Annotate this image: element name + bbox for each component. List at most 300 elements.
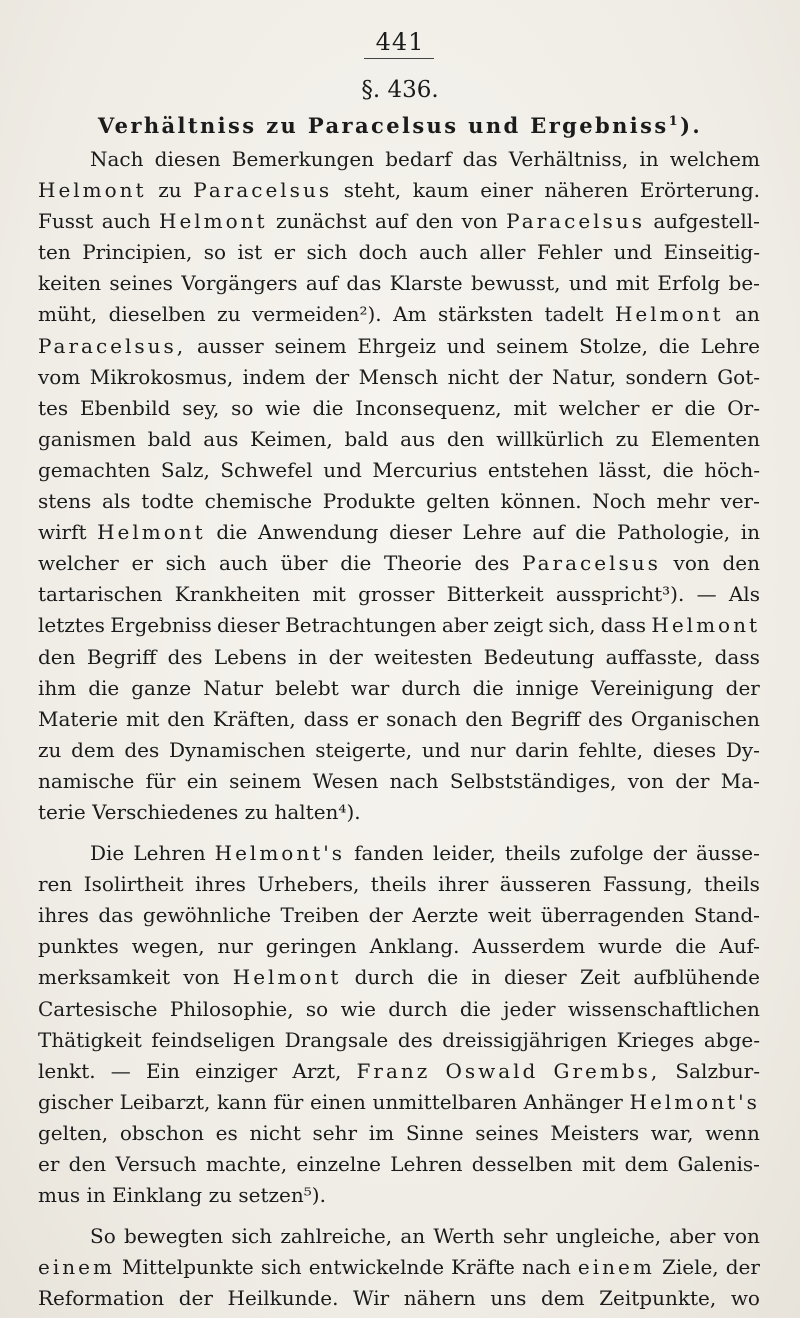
word: Keimen, bbox=[250, 426, 333, 451]
section-number: §. 436. bbox=[361, 77, 439, 103]
word: können. bbox=[500, 489, 582, 514]
word: Nach bbox=[90, 147, 144, 171]
word: Isolirtheit bbox=[83, 872, 184, 897]
word: ten bbox=[38, 240, 71, 265]
word: gelten, bbox=[38, 1120, 109, 1145]
word: zufolge bbox=[569, 841, 644, 866]
word: einem bbox=[38, 1255, 115, 1280]
word: in bbox=[639, 147, 659, 171]
text-line bbox=[38, 1283, 760, 1314]
word: Fusst bbox=[38, 209, 94, 234]
text-line bbox=[38, 900, 760, 931]
word: die bbox=[662, 457, 694, 482]
word: lässt, bbox=[598, 457, 653, 482]
word: letztes bbox=[38, 613, 105, 638]
paragraph bbox=[38, 144, 760, 828]
word: sey, bbox=[182, 395, 220, 420]
word: Lebens bbox=[213, 644, 287, 669]
word: des bbox=[474, 551, 510, 576]
word: überragenden bbox=[540, 903, 685, 928]
word: Helmont bbox=[651, 613, 760, 638]
word: dieselben bbox=[108, 302, 206, 327]
word: wegen, bbox=[131, 934, 205, 959]
word: so bbox=[231, 395, 254, 420]
word: den bbox=[167, 706, 205, 731]
word: Versuch bbox=[115, 1152, 197, 1176]
word: auch bbox=[101, 209, 151, 234]
word: höch- bbox=[704, 457, 760, 482]
word: chemische bbox=[204, 489, 313, 514]
word: bewusst, bbox=[470, 271, 561, 296]
word: welchem bbox=[669, 147, 760, 171]
text-line bbox=[38, 393, 760, 424]
word: die bbox=[684, 395, 716, 420]
word: aufgestell- bbox=[653, 209, 760, 234]
word: zeigt bbox=[493, 613, 543, 638]
word: Stand- bbox=[693, 903, 760, 928]
page-number: 441 bbox=[375, 28, 425, 56]
word: der bbox=[675, 768, 710, 793]
word: aber bbox=[669, 1224, 716, 1249]
word: uns bbox=[490, 1286, 527, 1311]
word: darin bbox=[515, 737, 569, 762]
word: Mensch bbox=[358, 364, 439, 389]
word: Heilkunde. bbox=[227, 1286, 339, 1311]
word: Mittelpunkte bbox=[122, 1255, 254, 1280]
word: des bbox=[588, 706, 623, 731]
text-line bbox=[38, 362, 760, 393]
word: dieser bbox=[217, 613, 280, 638]
word: aufblühende bbox=[633, 965, 760, 990]
heading-footnote-ref: 1 bbox=[668, 114, 681, 129]
text-line bbox=[38, 1025, 760, 1056]
word: das bbox=[346, 271, 382, 296]
word: und bbox=[568, 271, 608, 296]
word: so bbox=[203, 240, 227, 265]
word: vom bbox=[38, 364, 81, 389]
paragraph bbox=[38, 1221, 760, 1314]
word: auf bbox=[532, 520, 565, 545]
word: und bbox=[421, 737, 461, 762]
word: der bbox=[725, 1255, 760, 1280]
word: Am bbox=[393, 302, 427, 327]
word: die bbox=[216, 520, 248, 545]
word: der bbox=[725, 675, 760, 700]
word: mit bbox=[312, 582, 346, 607]
word: Erörterung. bbox=[639, 178, 760, 203]
word: aller bbox=[479, 240, 526, 265]
text-line bbox=[38, 610, 760, 641]
word: die bbox=[340, 551, 372, 576]
word: Thätigkeit bbox=[38, 1027, 142, 1052]
word: nicht bbox=[447, 364, 499, 389]
word: zu bbox=[158, 178, 182, 203]
word: als bbox=[101, 489, 131, 514]
word: auch bbox=[218, 551, 268, 576]
word: Helmont bbox=[159, 209, 268, 234]
word: und bbox=[323, 457, 362, 482]
word: jeder bbox=[503, 996, 556, 1021]
word: bald bbox=[344, 426, 389, 451]
word: ganze bbox=[131, 675, 192, 700]
word: So bbox=[90, 1224, 116, 1249]
text-line bbox=[38, 1221, 760, 1252]
word: der bbox=[652, 841, 687, 866]
word: der bbox=[368, 903, 403, 928]
word: Anklang. bbox=[369, 934, 460, 959]
word: nach bbox=[389, 768, 439, 793]
word: ein bbox=[186, 768, 218, 793]
word: ist bbox=[237, 240, 263, 265]
text-line bbox=[38, 797, 760, 828]
word: das bbox=[98, 903, 134, 928]
word: Kräfte bbox=[451, 1255, 515, 1280]
word: entstehen bbox=[487, 457, 589, 482]
word: Paracelsus bbox=[506, 209, 645, 234]
word: so bbox=[305, 996, 329, 1021]
word: Lehren bbox=[133, 841, 206, 866]
text-line bbox=[38, 838, 760, 869]
word: sich bbox=[165, 551, 207, 576]
word: des bbox=[397, 1027, 433, 1052]
word: keiten bbox=[38, 271, 102, 296]
word: kaum bbox=[412, 178, 469, 203]
word: gischer bbox=[38, 1089, 113, 1114]
text-line bbox=[38, 673, 760, 704]
text-line bbox=[38, 299, 760, 330]
word: zu bbox=[244, 799, 269, 824]
word: Einseitig- bbox=[663, 240, 760, 265]
word: dreissigjährigen bbox=[442, 1027, 608, 1052]
word: gelten bbox=[426, 489, 490, 514]
word: einzelne bbox=[296, 1152, 381, 1176]
word: auf bbox=[305, 271, 339, 296]
word: einziger bbox=[195, 1058, 278, 1083]
word: Inconsequenz, bbox=[355, 395, 502, 420]
word: — bbox=[696, 582, 717, 607]
text-line bbox=[38, 704, 760, 735]
word: müht, bbox=[38, 302, 98, 327]
text-line bbox=[38, 1252, 760, 1283]
word: mit bbox=[581, 1152, 616, 1176]
word: Klarste bbox=[389, 271, 463, 296]
word: gewöhnliche bbox=[142, 903, 272, 928]
text-line bbox=[38, 1149, 760, 1180]
word: und bbox=[446, 333, 486, 358]
word: die bbox=[312, 395, 344, 420]
word: Zeit bbox=[579, 965, 621, 990]
word: geringen bbox=[265, 934, 357, 959]
word: Helmont bbox=[614, 302, 724, 327]
word: steigerte, bbox=[315, 737, 413, 762]
text-line bbox=[38, 1118, 760, 1149]
word: grosser bbox=[358, 582, 435, 607]
word: — bbox=[110, 1058, 131, 1083]
word: dieses bbox=[652, 737, 717, 762]
word: Helmont's bbox=[214, 841, 346, 866]
word: sich bbox=[231, 1224, 273, 1249]
word: tadelt bbox=[544, 302, 604, 327]
word: entwickelnde bbox=[308, 1255, 445, 1280]
word: sich, bbox=[548, 613, 596, 638]
word: mit bbox=[615, 271, 650, 296]
word: durch bbox=[401, 675, 461, 700]
word: Kräften, bbox=[212, 706, 296, 731]
word: gemachten bbox=[38, 457, 151, 482]
word: der bbox=[314, 364, 350, 389]
word: kann bbox=[217, 1089, 267, 1114]
word: äusse- bbox=[695, 841, 760, 866]
word: Betrachtungen bbox=[285, 613, 437, 638]
word: punktes bbox=[38, 934, 119, 959]
word: abge- bbox=[703, 1027, 760, 1052]
word: ihres bbox=[38, 903, 89, 928]
word: Drangsale bbox=[284, 1027, 389, 1052]
word: auch bbox=[419, 240, 468, 265]
word: von bbox=[627, 768, 664, 793]
word: feindseligen bbox=[151, 1027, 276, 1052]
word: sich bbox=[306, 240, 348, 265]
word: in bbox=[86, 1183, 106, 1208]
word: innige bbox=[515, 675, 579, 700]
word: Begriff bbox=[510, 706, 581, 731]
word: theils bbox=[504, 841, 561, 866]
word: Lehre bbox=[700, 333, 760, 358]
word: ihrer bbox=[438, 872, 489, 897]
word: war bbox=[350, 675, 390, 700]
word: setzen⁵). bbox=[238, 1183, 326, 1208]
word: wenn bbox=[705, 1120, 760, 1145]
word: Bemerkungen bbox=[231, 147, 375, 171]
word: Auf- bbox=[719, 934, 760, 959]
word: nur bbox=[470, 737, 506, 762]
word: Produkte bbox=[322, 489, 416, 514]
text-line bbox=[38, 1180, 760, 1211]
word: Lehren bbox=[390, 1152, 463, 1176]
word: er bbox=[356, 706, 379, 731]
word: für bbox=[145, 768, 176, 793]
word: die bbox=[88, 675, 120, 700]
word: ganismen bbox=[38, 426, 136, 451]
word: wurde bbox=[598, 934, 663, 959]
word: fanden bbox=[354, 841, 424, 866]
word: seines bbox=[475, 1120, 539, 1145]
word: Urhebers, bbox=[257, 872, 360, 897]
text-line bbox=[38, 144, 760, 175]
word: auf bbox=[375, 209, 408, 234]
heading-tail: ). bbox=[680, 113, 703, 138]
word: den bbox=[68, 1152, 107, 1176]
text-line bbox=[38, 869, 760, 900]
word: der bbox=[508, 364, 543, 389]
word: obschon bbox=[119, 1120, 204, 1145]
word: dieser bbox=[504, 965, 567, 990]
word: Franz bbox=[356, 1058, 431, 1083]
word: ausser bbox=[196, 333, 264, 358]
word: die bbox=[675, 934, 707, 959]
word: von bbox=[673, 551, 710, 576]
word: zu bbox=[615, 426, 639, 451]
word: Krieges bbox=[616, 1027, 695, 1052]
word: einen bbox=[310, 1089, 366, 1114]
word: Helmont bbox=[97, 520, 206, 545]
word: einer bbox=[480, 178, 533, 203]
word: desselben bbox=[471, 1152, 573, 1176]
text-line bbox=[38, 1056, 760, 1087]
word: stärksten bbox=[438, 302, 533, 327]
word: Selbstständiges, bbox=[449, 768, 617, 793]
word: Organischen bbox=[630, 706, 760, 731]
word: zu bbox=[38, 737, 62, 762]
word: Krankheiten bbox=[174, 582, 301, 607]
word: einem bbox=[577, 1255, 655, 1280]
word: Philosophie, bbox=[169, 996, 294, 1021]
word: durch bbox=[388, 996, 448, 1021]
word: Begriff bbox=[86, 644, 157, 669]
word: weit bbox=[487, 903, 532, 928]
word: ihres bbox=[194, 872, 246, 897]
body-text bbox=[38, 144, 760, 1314]
word: Paracelsus, bbox=[38, 333, 187, 358]
word: Salzbur- bbox=[675, 1058, 760, 1083]
word: dem bbox=[71, 737, 115, 762]
word: vermeiden²). bbox=[252, 302, 382, 327]
word: er bbox=[651, 395, 673, 420]
paragraph bbox=[38, 838, 760, 1211]
word: Or- bbox=[727, 395, 760, 420]
word: sehr bbox=[502, 1224, 548, 1249]
word: Schwefel bbox=[220, 457, 313, 482]
word: wo bbox=[730, 1286, 760, 1311]
word: es bbox=[215, 1120, 238, 1145]
word: und bbox=[613, 240, 653, 265]
text-line bbox=[38, 237, 760, 268]
word: Salz, bbox=[160, 457, 210, 482]
word: leider, bbox=[432, 841, 496, 866]
word: Pathologie, bbox=[616, 520, 731, 545]
word: Ein bbox=[145, 1058, 180, 1083]
word: Als bbox=[728, 582, 760, 607]
word: todte bbox=[141, 489, 194, 514]
word: Ausserdem bbox=[472, 934, 586, 959]
word: dass bbox=[714, 644, 760, 669]
word: die bbox=[427, 965, 459, 990]
word: durch bbox=[354, 965, 414, 990]
word: seinem bbox=[274, 333, 347, 358]
word: Verhältniss, bbox=[508, 147, 629, 171]
word: halten⁴). bbox=[274, 799, 361, 824]
word: sonach bbox=[386, 706, 458, 731]
word: des bbox=[124, 737, 160, 762]
word: Bedeutung bbox=[483, 644, 595, 669]
word: war, bbox=[650, 1120, 694, 1145]
word: zahlreiche, bbox=[280, 1224, 393, 1249]
word: Wir bbox=[353, 1286, 390, 1311]
text-line bbox=[38, 206, 760, 237]
word: aus bbox=[203, 426, 239, 451]
word: Aerzte bbox=[412, 903, 479, 928]
word: dieser bbox=[389, 520, 452, 545]
word: terie bbox=[38, 799, 86, 824]
word: Erfolg bbox=[657, 271, 721, 296]
word: tartarischen bbox=[38, 582, 163, 607]
word: den bbox=[38, 644, 76, 669]
word: Mikrokosmus, bbox=[89, 364, 234, 389]
word: äusseren bbox=[499, 872, 592, 897]
word: zu bbox=[217, 302, 241, 327]
word: in bbox=[298, 644, 318, 669]
word: seinem bbox=[496, 333, 569, 358]
word: Galenis- bbox=[677, 1152, 760, 1176]
text-line bbox=[38, 931, 760, 962]
word: ihm bbox=[38, 675, 77, 700]
word: stens bbox=[38, 489, 92, 514]
word: machte, bbox=[205, 1152, 288, 1176]
word: Ziele, bbox=[661, 1255, 719, 1280]
word: seinem bbox=[229, 768, 302, 793]
word: Noch bbox=[592, 489, 646, 514]
word: sondern bbox=[625, 364, 708, 389]
word: der bbox=[328, 644, 363, 669]
text-line bbox=[38, 579, 760, 610]
text-line bbox=[38, 994, 760, 1025]
word: die bbox=[658, 333, 690, 358]
word: aber bbox=[441, 613, 489, 638]
word: Cartesische bbox=[38, 996, 158, 1021]
word: Materie bbox=[38, 706, 119, 731]
word: Fassung, bbox=[602, 872, 693, 897]
word: mehr bbox=[656, 489, 710, 514]
word: be- bbox=[728, 271, 760, 296]
word: Natur, bbox=[552, 364, 617, 389]
word: Meisters bbox=[550, 1120, 640, 1145]
word: mit bbox=[513, 395, 547, 420]
text-line bbox=[38, 766, 760, 797]
word: merksamkeit bbox=[38, 965, 171, 990]
word: lenkt. bbox=[38, 1058, 96, 1083]
word: nicht bbox=[249, 1120, 301, 1145]
text-line bbox=[38, 1087, 760, 1118]
word: er bbox=[131, 551, 153, 576]
word: wissenschaftlichen bbox=[567, 996, 760, 1021]
word: er bbox=[273, 240, 296, 265]
word: Anwendung bbox=[257, 520, 379, 545]
text-line bbox=[38, 642, 760, 673]
word: dem bbox=[540, 1286, 585, 1311]
word: von bbox=[461, 209, 498, 234]
word: das bbox=[462, 147, 498, 171]
word: belebt bbox=[275, 675, 339, 700]
word: Ergebniss bbox=[110, 613, 212, 638]
word: Natur bbox=[203, 675, 264, 700]
word: Elementen bbox=[650, 426, 760, 451]
word: Stolze, bbox=[579, 333, 648, 358]
word: im bbox=[368, 1120, 395, 1145]
word: Fehler bbox=[536, 240, 603, 265]
text-line bbox=[38, 424, 760, 455]
word: wie bbox=[265, 395, 301, 420]
word: wirft bbox=[38, 520, 87, 545]
word: Paracelsus bbox=[522, 551, 661, 576]
word: Grembs, bbox=[553, 1058, 661, 1083]
word: in bbox=[740, 520, 760, 545]
word: Got- bbox=[717, 364, 760, 389]
word: auffasste, bbox=[605, 644, 704, 669]
word: die bbox=[575, 520, 607, 545]
word: Principien, bbox=[82, 240, 193, 265]
word: dass bbox=[303, 706, 349, 731]
word: über bbox=[280, 551, 328, 576]
